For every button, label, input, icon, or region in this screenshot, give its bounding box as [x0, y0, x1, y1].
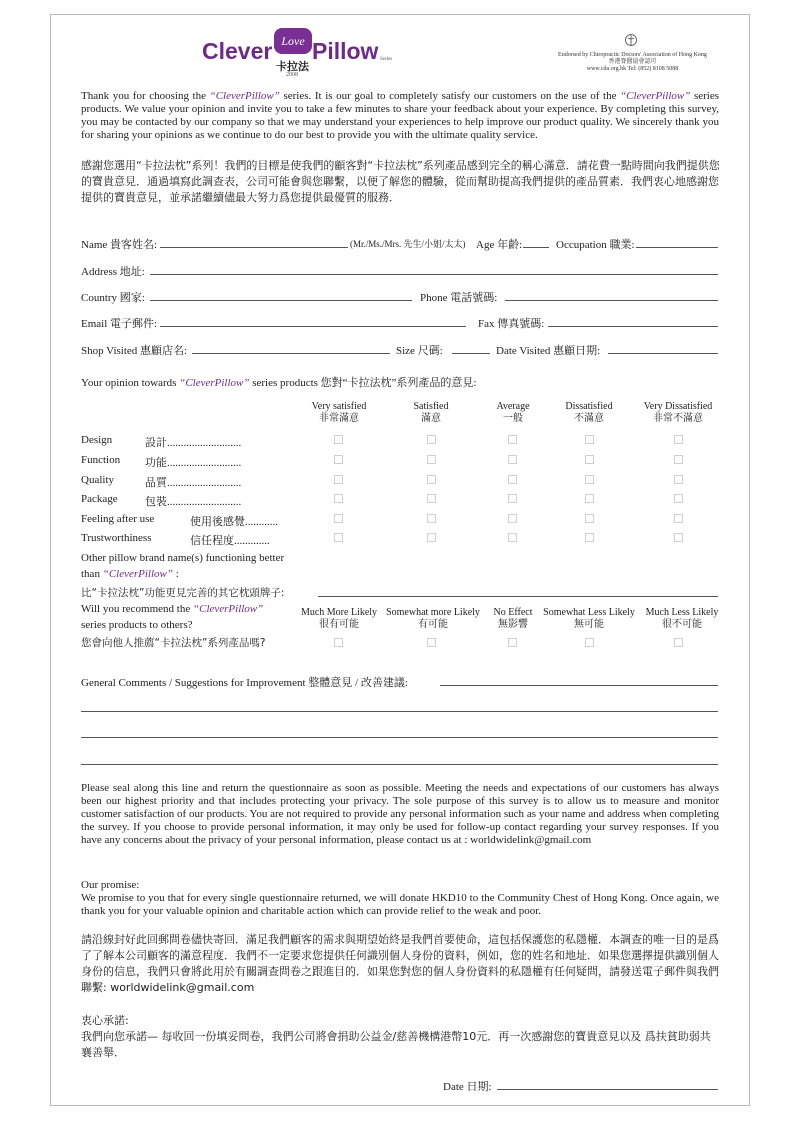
endorsement-text — [545, 52, 720, 73]
logo-year: 2008 — [286, 72, 298, 78]
row-label-cn: 信任程度............. — [190, 535, 270, 547]
rating-checkbox[interactable] — [427, 435, 436, 444]
rating-checkbox[interactable] — [508, 475, 517, 484]
promise-title: Our promise: — [81, 879, 140, 891]
logo-word-pillow: Pillow — [312, 38, 379, 64]
privacy-chinese: 請沿線封好此回郵問卷儘快寄回．滿足我們顧客的需求與期望始終是我們首要使命，這包括保護您的私隱權．本調查的唯一目的是爲了了解本公司顧客的滿意程度．我們不一定要求您提供任何識別個人身份的資料，例如，您的姓名和地址．如果您選擇提供識別個人身份的信息，我們只會將此用於有關調查問卷之跟進目的．如果您對您的個人身份資料的私隱權有任何疑問，請發送電子郵件與我們聯繫: worldwidelink@gmail.com — [81, 933, 719, 994]
col-satisfied: Satisfied 滿意 — [413, 401, 449, 424]
other-brand-cn: 比“卡拉法枕”功能更見完善的其它枕頭牌子: — [81, 587, 285, 599]
recommend-line-1: Will you recommend the “CleverPillow” — [81, 603, 264, 615]
age-input-line[interactable] — [523, 247, 549, 248]
address-input-line[interactable] — [150, 274, 718, 275]
other-brand-input-line[interactable] — [318, 596, 718, 597]
row-label-cn: 功能........................... — [145, 457, 242, 469]
recommend-checkbox[interactable] — [334, 638, 343, 647]
endorsement-line-3: www.cda.org.hk Tel: (852) 8108 5088 — [586, 66, 679, 72]
rating-checkbox[interactable] — [508, 514, 517, 523]
col-average: Average 一般 — [496, 401, 530, 424]
other-brand-line-2: than “CleverPillow” : — [81, 568, 179, 580]
rating-checkbox[interactable] — [674, 455, 683, 464]
row-label-cn: 品質........................... — [145, 477, 242, 489]
rating-checkbox[interactable] — [334, 455, 343, 464]
row-label-cn: 包裝........................... — [145, 496, 242, 508]
comments-input-line-1[interactable] — [440, 685, 718, 686]
rating-checkbox[interactable] — [427, 514, 436, 523]
recommend-checkbox[interactable] — [427, 638, 436, 647]
rec-col-much-less: Much Less Likely 很不可能 — [645, 607, 719, 630]
col-dissatisfied: Dissatisfied 不滿意 — [565, 401, 613, 424]
rating-checkbox[interactable] — [427, 455, 436, 464]
logo-love-badge: Love — [274, 28, 312, 54]
rating-checkbox[interactable] — [334, 514, 343, 523]
date-visited-input-line[interactable] — [608, 353, 718, 354]
phone-input-line[interactable] — [505, 300, 718, 301]
intro-chinese: 感謝您選用“卡拉法枕”系列！我們的目標是使我們的顧客對“卡拉法枕”系列產品感到完全的稱心滿意．請花費一點時間向我們提供您的寶貴意見．通過填寫此調查表，公司可能會與您聯繫，以便了解您的體驗，從而幫助提高我們提供的產品質素．我們衷心地感謝您提供的寶貴意見，並承諾繼續儘最大努力爲您提供最優質的服務． — [81, 159, 720, 204]
rating-checkbox[interactable] — [427, 494, 436, 503]
recommend-line-2: series products to others? — [81, 619, 193, 631]
phone-label: Phone 電話號碼: — [420, 292, 498, 304]
occupation-label: Occupation 職業: — [556, 239, 635, 251]
row-label-en: Function — [81, 454, 121, 466]
row-label-cn: 使用後感覺............ — [190, 516, 278, 528]
rec-col-somewhat-less: Somewhat Less Likely 無可能 — [543, 607, 635, 630]
date-input-line[interactable] — [497, 1089, 718, 1090]
promise-cn-title: 衷心承諾: — [81, 1014, 129, 1027]
name-input-line[interactable] — [160, 247, 348, 248]
size-input-line[interactable] — [452, 353, 490, 354]
rating-checkbox[interactable] — [334, 533, 343, 542]
comments-input-line-2[interactable] — [81, 711, 718, 712]
recommend-checkbox[interactable] — [674, 638, 683, 647]
rec-col-somewhat-more: Somewhat more Likely 有可能 — [386, 607, 480, 630]
comments-input-line-3[interactable] — [81, 737, 718, 738]
other-brand-line-1: Other pillow brand name(s) functioning better — [81, 552, 285, 564]
logo-chinese: 卡拉法 — [276, 60, 309, 73]
row-label-en: Feeling after use — [81, 513, 155, 525]
comments-input-line-4[interactable] — [81, 764, 718, 765]
col-very-satisfied: Very satisfied 非常滿意 — [311, 401, 367, 424]
rating-checkbox[interactable] — [508, 455, 517, 464]
rating-checkbox[interactable] — [427, 533, 436, 542]
logo-word-clever: Clever — [202, 38, 273, 64]
shop-visited-input-line[interactable] — [192, 353, 390, 354]
name-label: Name 貴客姓名: — [81, 239, 158, 251]
shop-visited-label: Shop Visited 惠顧店名: — [81, 345, 188, 357]
rating-checkbox[interactable] — [585, 533, 594, 542]
intro-english: Thank you for choosing the “CleverPillow” series. It is our goal to completely satisfy our customers on the use of the “CleverPillow” series products. We value your opinion and invite you to take a few minutes to share your feedback about your experience. By completing this survey, you may be contacted by our company so that we may understand your experiences to help improve our product quality. We sincerely thank you for sharing your opinions as we continue to do our best to provide you with the ultimate quality service. — [81, 90, 719, 141]
rating-checkbox[interactable] — [334, 435, 343, 444]
rec-col-no-effect: No Effect 無影響 — [493, 607, 533, 630]
rating-checkbox[interactable] — [674, 475, 683, 484]
rating-checkbox[interactable] — [674, 494, 683, 503]
privacy-english: Please seal along this line and return the questionnaire as soon as possible. Meeting the needs and expectations of our customers has always been our highest priority and that includes protecting your privacy. The sole purpose of this survey is to allow us to measure and monitor customer satisfaction of our products. You are not required to provide any personal information such as your name and address when completing the survey. If you choose to provide personal information, it may only be used for follow-up contact regarding your survey responses. If you have any concerns about the privacy of your personal information, please contact us at : worldwidelink@gmail.com — [81, 782, 719, 846]
chiropractic-emblem-icon — [625, 33, 637, 47]
logo-series: Series — [380, 57, 393, 62]
endorsement-line-1: Endorsed by Chiropractic Doctors' Association of Hong Kong — [558, 52, 707, 58]
rating-checkbox[interactable] — [427, 475, 436, 484]
rec-col-much-more: Much More Likely 很有可能 — [300, 607, 378, 630]
rating-checkbox[interactable] — [585, 514, 594, 523]
row-label-cn: 設計........................... — [145, 437, 242, 449]
date-label: Date 日期: — [443, 1081, 492, 1093]
rating-checkbox[interactable] — [585, 475, 594, 484]
recommend-checkbox[interactable] — [508, 638, 517, 647]
rating-checkbox[interactable] — [585, 494, 594, 503]
age-label: Age 年齡: — [476, 239, 523, 251]
col-very-dissatisfied: Very Dissatisfied 非常不滿意 — [643, 401, 713, 424]
rating-checkbox[interactable] — [508, 494, 517, 503]
row-label-en: Design — [81, 434, 113, 446]
row-label-en: Quality — [81, 474, 114, 486]
endorsement-line-2: 香港脊醫協會認可 — [608, 59, 657, 65]
row-label-en: Trustworthiness — [81, 532, 152, 544]
rating-checkbox[interactable] — [585, 435, 594, 444]
comments-label: General Comments / Suggestions for Improvement 整體意見 / 改善建議: — [81, 677, 408, 689]
promise-chinese: 我們向您承諾— 每收回一份填妥問卷，我們公司將會捐助公益金/慈善機構港幣10元．再一次感謝您的寶貴意見以及 爲扶貧助弱共襄善舉． — [81, 1030, 711, 1059]
country-input-line[interactable] — [150, 300, 412, 301]
title-hint: (Mr./Ms./Mrs. 先生/小姐/太太) — [350, 239, 466, 249]
opinion-title: Your opinion towards “CleverPillow” series products 您對“卡拉法枕”系列產品的意見: — [81, 377, 477, 389]
recommend-cn: 您會向他人推薦“卡拉法枕”系列產品嗎? — [81, 637, 266, 649]
recommend-checkbox[interactable] — [585, 638, 594, 647]
rating-checkbox[interactable] — [508, 533, 517, 542]
address-label: Address 地址: — [81, 266, 145, 278]
occupation-input-line[interactable] — [636, 247, 718, 248]
row-label-en: Package — [81, 493, 118, 505]
promise-english: We promise to you that for every single questionnaire returned, we will donate HKD10 to the Community Chest of Hong Kong. Once again, we thank you for your valuable opinion and charitable action which can provide relief to the weak and poor. — [81, 892, 719, 917]
rating-checkbox[interactable] — [585, 455, 594, 464]
fax-input-line[interactable] — [548, 326, 718, 327]
email-input-line[interactable] — [160, 326, 466, 327]
fax-label: Fax 傳真號碼: — [478, 318, 545, 330]
size-label: Size 尺碼: — [396, 345, 443, 357]
rating-checkbox[interactable] — [674, 435, 683, 444]
rating-checkbox[interactable] — [508, 435, 517, 444]
date-visited-label: Date Visited 惠顧日期: — [496, 345, 601, 357]
brand-logo — [200, 24, 400, 78]
rating-checkbox[interactable] — [334, 475, 343, 484]
rating-checkbox[interactable] — [674, 533, 683, 542]
rating-checkbox[interactable] — [334, 494, 343, 503]
email-label: Email 電子郵件: — [81, 318, 158, 330]
country-label: Country 國家: — [81, 292, 145, 304]
rating-checkbox[interactable] — [674, 514, 683, 523]
